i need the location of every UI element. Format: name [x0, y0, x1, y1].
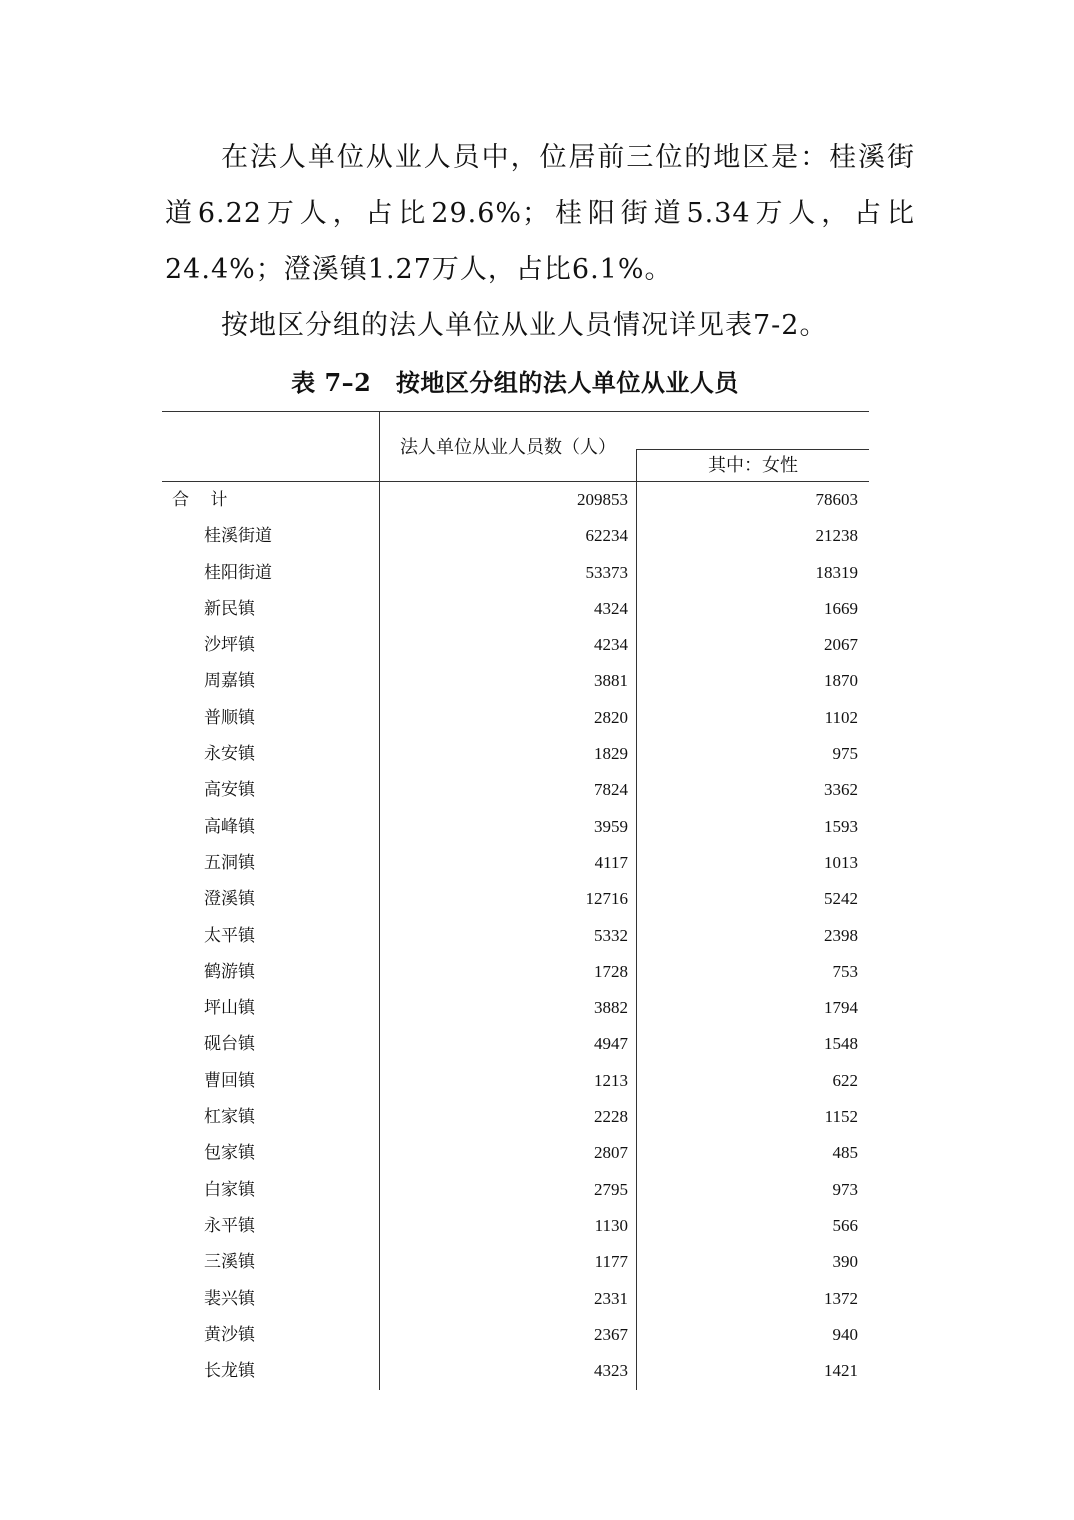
employees-value: 4234 [594, 635, 628, 655]
table-reference-paragraph: 按地区分组的法人单位从业人员情况详见表7-2。 [221, 310, 828, 341]
table-row [162, 1244, 869, 1280]
region-name: 桂阳街道 [204, 562, 272, 583]
region-name: 黄沙镇 [204, 1324, 255, 1345]
table-row [162, 591, 869, 627]
table-row [162, 990, 869, 1026]
table-row [162, 1135, 869, 1171]
region-name: 鹤游镇 [204, 961, 255, 982]
region-name: 普顺镇 [204, 707, 255, 728]
employees-value: 2367 [594, 1324, 628, 1344]
table-row [162, 627, 869, 663]
employees-value: 1728 [594, 961, 628, 981]
female-value: 1372 [824, 1288, 858, 1308]
employees-value: 3959 [594, 816, 628, 836]
employees-value: 2331 [594, 1288, 628, 1308]
employees-value: 3882 [594, 998, 628, 1018]
table-row [162, 954, 869, 990]
table-row [162, 772, 869, 808]
region-name: 坪山镇 [204, 998, 255, 1019]
female-value: 973 [832, 1179, 858, 1199]
female-value: 1102 [824, 707, 858, 727]
female-value: 940 [832, 1324, 858, 1344]
region-name: 砚台镇 [204, 1034, 255, 1055]
employees-value: 3881 [594, 671, 628, 691]
employees-value: 209853 [577, 490, 628, 509]
female-value: 485 [832, 1143, 858, 1163]
region-name: 周嘉镇 [204, 671, 255, 692]
table-row [162, 663, 869, 699]
female-value: 1013 [824, 852, 858, 872]
region-name: 三溪镇 [204, 1252, 255, 1273]
table-row [162, 1281, 869, 1317]
female-value: 18319 [815, 562, 858, 582]
region-name: 曹回镇 [204, 1070, 255, 1091]
region-name: 沙坪镇 [204, 635, 255, 656]
female-value: 3362 [824, 780, 858, 800]
table-row [162, 881, 869, 917]
region-name: 长龙镇 [204, 1361, 255, 1382]
table-row [162, 736, 869, 772]
table-row [162, 1099, 869, 1135]
subheader-divider [636, 449, 869, 450]
female-value: 622 [832, 1070, 858, 1090]
employees-value: 1177 [594, 1252, 628, 1272]
female-value: 975 [832, 744, 858, 764]
employees-value: 1130 [594, 1215, 628, 1235]
table-row [162, 1208, 869, 1244]
female-value: 2398 [824, 925, 858, 945]
female-value: 1593 [824, 816, 858, 836]
employees-value: 53373 [585, 562, 628, 582]
female-value: 1870 [824, 671, 858, 691]
table-row [162, 1353, 869, 1389]
region-name: 杠家镇 [204, 1107, 255, 1128]
header-female: 其中：女性 [708, 455, 798, 476]
female-value: 78603 [815, 490, 858, 509]
table-row [162, 809, 869, 845]
employees-value: 5332 [594, 925, 628, 945]
table-row [162, 700, 869, 736]
female-value: 1152 [824, 1107, 858, 1127]
female-value: 2067 [824, 635, 858, 655]
region-name: 包家镇 [204, 1143, 255, 1164]
header-employees: 法人单位从业人员数（人） [400, 437, 616, 458]
region-name: 裴兴镇 [204, 1288, 255, 1309]
intro-paragraph: 在法人单位从业人员中，位居前三位的地区是：桂溪街道6.22万人，占比29.6%；桂阳街道5.34万人，占比24.4%；澄溪镇1.27万人，占比6.1%。 [165, 142, 915, 285]
total-row [162, 482, 869, 518]
female-value: 753 [832, 961, 858, 981]
table-row [162, 1317, 869, 1353]
region-name: 新民镇 [204, 598, 255, 619]
employees-value: 2228 [594, 1107, 628, 1127]
employees-value: 1829 [594, 744, 628, 764]
female-value: 1548 [824, 1034, 858, 1054]
female-value: 21238 [815, 526, 858, 546]
female-value: 566 [832, 1215, 858, 1235]
table-row [162, 1026, 869, 1062]
region-name: 五洞镇 [204, 852, 255, 873]
employees-value: 7824 [594, 780, 628, 800]
region-name: 高安镇 [204, 780, 255, 801]
region-name: 高峰镇 [204, 816, 255, 837]
region-name: 白家镇 [204, 1179, 255, 1200]
region-name: 合 计 [172, 490, 236, 510]
employees-value: 2807 [594, 1143, 628, 1163]
female-value: 1421 [824, 1361, 858, 1381]
employees-value: 62234 [585, 526, 628, 546]
female-value: 5242 [824, 889, 858, 909]
employees-value: 4323 [594, 1361, 628, 1381]
table-row [162, 555, 869, 591]
table-row [162, 1172, 869, 1208]
employees-value: 4117 [594, 852, 628, 872]
employees-value: 1213 [594, 1070, 628, 1090]
female-value: 1794 [824, 998, 858, 1018]
region-name: 太平镇 [204, 925, 255, 946]
employees-value: 2820 [594, 707, 628, 727]
employees-value: 4947 [594, 1034, 628, 1054]
region-name: 桂溪街道 [204, 526, 272, 547]
region-name: 澄溪镇 [204, 889, 255, 910]
table-row [162, 918, 869, 954]
employees-value: 2795 [594, 1179, 628, 1199]
female-value: 1669 [824, 598, 858, 618]
employees-value: 4324 [594, 598, 628, 618]
table-row [162, 1063, 869, 1099]
table-row [162, 845, 869, 881]
employees-by-region-table [162, 411, 869, 1390]
table-title: 表 7–2 按地区分组的法人单位从业人员 [291, 368, 739, 397]
female-value: 390 [832, 1252, 858, 1272]
table-body [162, 482, 869, 1389]
employees-value: 12716 [585, 889, 628, 909]
region-name: 永安镇 [204, 744, 255, 765]
region-name: 永平镇 [204, 1215, 255, 1236]
table-row [162, 518, 869, 554]
